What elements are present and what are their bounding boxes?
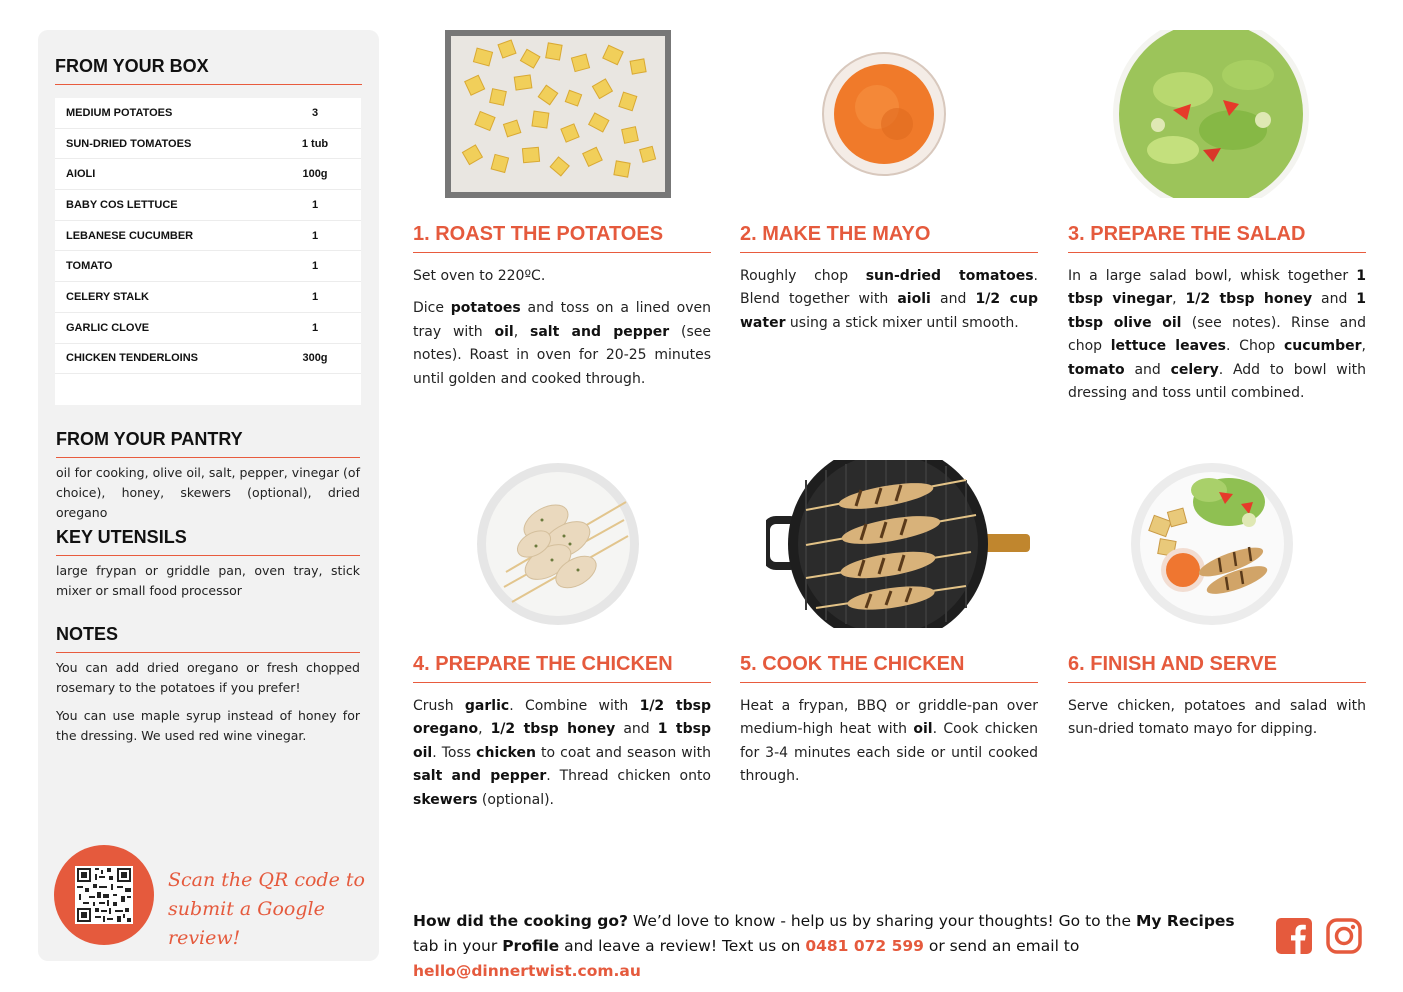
text-segment: . Combine with [509,698,640,714]
ingredient-row [55,282,361,313]
instagram-icon[interactable] [1326,918,1362,954]
ingredient-name: AIOLI [66,168,96,181]
qr-code-badge[interactable] [54,845,154,945]
ingredient-name: MEDIUM POTATOES [66,106,173,119]
bold-text: celery [1170,361,1219,378]
bold-text: sun-dried tomatoes [865,268,1034,284]
note-2: You can use maple syrup instead of honey for the dressing. We used red wine vinegar. [56,708,360,743]
step-5-title: 5. COOK THE CHICKEN [740,653,1038,683]
text-segment: or send an email to [923,937,1080,955]
text-segment: , [1172,291,1186,308]
note-1: You can add dried oregano or fresh chopped rosemary to the potatoes if you prefer! [56,660,360,695]
grill-pan-chicken-image [766,460,1032,628]
bold-text: cucumber [1284,338,1362,355]
bold-text: salt and pepper [530,323,670,340]
text-segment: (see notes). Rinse and chop [1068,314,1366,355]
step-1 [413,223,711,391]
step-2-para-1 [740,265,1038,335]
review-footer [413,909,1263,984]
ingredient-quantity: 100g [302,168,328,181]
ingredient-quantity: 3 [311,106,319,119]
pantry-text: oil for cooking, olive oil, salt, pepper, vinegar (of choice), honey, skewers (optional), dried oregano [56,465,360,520]
ingredient-quantity: 1 [311,321,319,334]
bold-text: 1/2 cup water [740,291,1038,331]
ingredient-row [55,129,361,160]
pantry-heading: FROM YOUR PANTRY [56,429,360,458]
qr-review-prompt [168,866,368,953]
bold-text: How did the cooking go? [413,912,628,930]
text-segment: and [1124,361,1171,378]
text-segment: , [513,323,530,340]
text-segment: to coat and season with [535,744,711,761]
text-segment: Roughly chop [740,268,866,284]
text-segment: and [615,721,658,738]
text-segment: . Blend together with [740,268,1038,308]
bold-text: salt and pepper [413,768,547,785]
bold-text: 1 tbsp olive oil [1068,291,1366,331]
bold-text: 1 tbsp oil [413,721,711,761]
bold-text: 1/2 tbsp honey [490,721,616,738]
tomato-mayo-image [822,52,946,176]
ingredient-quantity: 1 tub [301,137,329,150]
qr-prompt-line-2: submit a Google review! [168,898,325,949]
step-3-para-1 [1068,265,1366,405]
utensils-heading: KEY UTENSILS [56,527,360,556]
step-6-title: 6. FINISH AND SERVE [1068,653,1366,683]
text-segment: and toss on a lined oven tray with [413,300,711,340]
ingredient-row [55,344,361,375]
box-heading: FROM YOUR BOX [55,56,362,85]
ingredient-quantity: 1 [311,198,319,211]
text-segment: and [1312,291,1357,308]
qr-code-icon[interactable] [75,866,133,924]
text-segment: and [930,291,976,308]
text-segment: Crush [413,698,465,714]
bold-text: My Recipes [1135,912,1235,930]
text-segment: Dice [413,300,451,317]
step-3-title: 3. PREPARE THE SALAD [1068,223,1366,253]
step-6-para-1: Serve chicken, potatoes and salad with sun-dried tomato mayo for dipping. [1068,698,1366,738]
bold-text: skewers [413,791,478,808]
ingredient-name: CHICKEN TENDERLOINS [66,352,199,365]
bold-text: 1/2 tbsp oregano [413,698,711,738]
ingredient-name: CELERY STALK [66,290,149,303]
bold-text: garlic [464,698,510,714]
ingredient-quantity: 1 [311,290,319,303]
bold-text: aioli [897,291,931,308]
text-segment: , [1361,338,1366,355]
bold-text: lettuce leaves [1110,338,1227,355]
salad-image [1113,30,1309,198]
text-segment: and leave a review! Text us on [559,937,806,955]
step-1-para-1: Set oven to 220ºC. [413,268,546,284]
text-segment: using a stick mixer until smooth. [785,314,1019,331]
notes-heading: NOTES [56,624,360,653]
step-1-title: 1. ROAST THE POTATOES [413,223,711,253]
bold-text: 1/2 tbsp honey [1185,291,1313,308]
text-segment: Heat a frypan, BBQ or griddle-pan over medium-high heat with [740,698,1038,738]
step-4 [413,653,711,812]
raw-chicken-skewers-image [476,462,640,626]
step-4-title: 4. PREPARE THE CHICKEN [413,653,711,683]
ingredient-row [55,313,361,344]
ingredient-name: BABY COS LETTUCE [66,198,178,211]
ingredient-row [55,190,361,221]
plated-dish-image [1129,462,1295,626]
text-segment: tab in your [413,937,503,955]
box-ingredients-table [55,98,361,405]
text-segment: . Toss [432,744,477,761]
ingredient-row [55,221,361,252]
text-segment: We’d love to know - help us by sharing your thoughts! Go to the [627,912,1136,930]
text-segment: . Chop [1226,338,1284,355]
contact-link[interactable]: 0481 072 599 [805,937,924,955]
step-2 [740,223,1038,335]
step-3 [1068,223,1366,405]
step-2-title: 2. MAKE THE MAYO [740,223,1038,253]
ingredient-name: SUN-DRIED TOMATOES [66,137,192,150]
ingredients-sidebar [38,30,379,961]
ingredient-name: LEBANESE CUCUMBER [66,229,194,242]
step-1-para-2 [413,297,711,391]
bold-text: chicken [476,744,536,761]
bold-text: Profile [502,937,560,955]
bold-text: oil [494,323,514,340]
text-segment: . Thread chicken onto [546,768,711,785]
roasted-potatoes-image [445,30,671,198]
text-segment: In a large salad bowl, whisk together [1068,268,1357,284]
facebook-icon[interactable] [1276,918,1312,954]
ingredient-row [55,98,361,129]
ingredient-row [55,159,361,190]
ingredient-quantity: 1 [311,260,319,273]
text-segment: . Cook chicken for 3-4 minutes each side or until cooked through. [740,721,1038,785]
contact-link[interactable]: hello@dinnertwist.com.au [413,962,641,980]
ingredient-quantity: 1 [311,229,319,242]
ingredient-quantity: 300g [302,352,328,365]
ingredient-name: GARLIC CLOVE [66,321,150,334]
text-segment: , [478,721,491,738]
ingredient-row [55,251,361,282]
step-5-para-1 [740,695,1038,789]
text-segment: (optional). [477,791,554,808]
step-5 [740,653,1038,789]
bold-text: tomato [1068,361,1125,378]
step-6 [1068,653,1366,742]
bold-text: 1 tbsp vinegar [1068,268,1366,308]
text-segment: (see notes). Roast in oven for 20-25 minutes until golden and cooked through. [413,323,712,387]
bold-text: potatoes [450,300,521,317]
bold-text: oil [913,721,933,738]
ingredient-name: TOMATO [66,260,113,273]
step-4-para-1 [413,695,711,812]
qr-prompt-line-1: Scan the QR code to [168,869,365,891]
utensils-text: large frypan or griddle pan, oven tray, stick mixer or small food processor [56,563,360,598]
text-segment: . Add to bowl with dressing and toss until combined. [1068,361,1366,402]
